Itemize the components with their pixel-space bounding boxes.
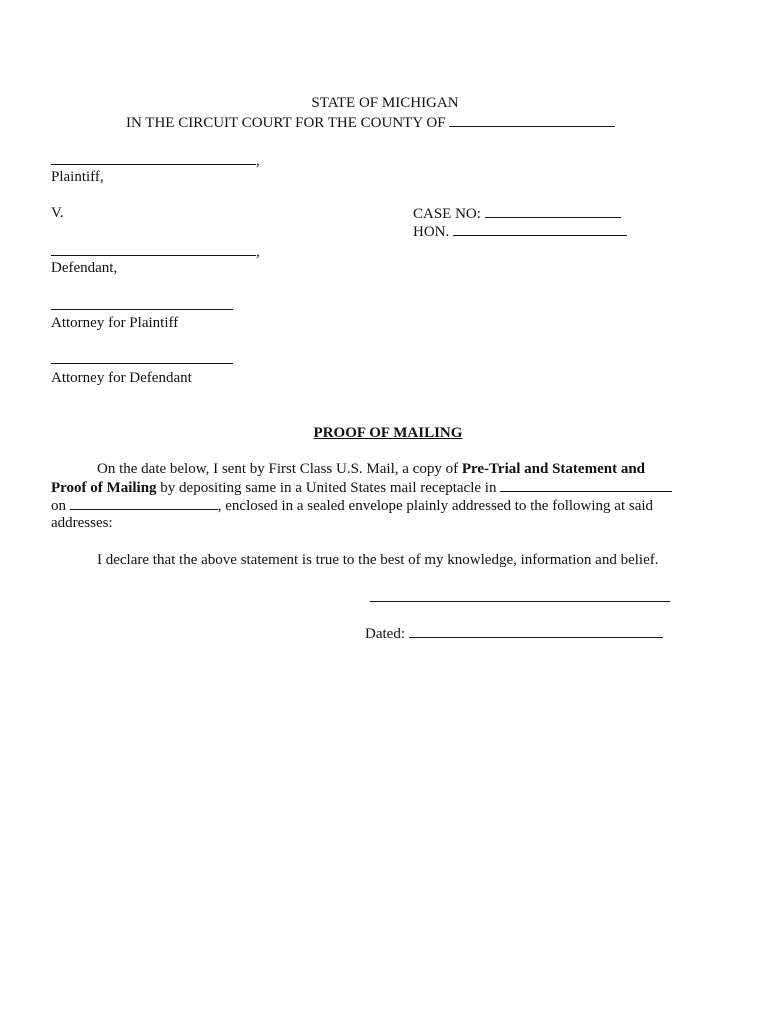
body-line-1: On the date below, I sent by First Class U.S. Mail, a copy of Pre-Trial and Statement and: [97, 461, 645, 477]
attorney-plaintiff-blank[interactable]: [51, 309, 233, 310]
body-line-2: Proof of Mailing by depositing same in a United States mail receptacle in: [51, 478, 672, 497]
court-heading: [126, 113, 615, 132]
document-title: PROOF OF MAILING: [313, 425, 463, 441]
attorney-defendant-label: Attorney for Defendant: [51, 370, 192, 386]
judge-label: HON.: [413, 224, 450, 240]
defendant-name-line: ,: [51, 242, 260, 261]
mail-date-blank[interactable]: [70, 496, 218, 510]
signature-blank[interactable]: [370, 601, 670, 602]
judge-blank[interactable]: [453, 222, 627, 236]
defendant-name-blank[interactable]: [51, 242, 256, 256]
document-name-bold: Pre-Trial and Statement and: [461, 461, 645, 477]
plaintiff-name-blank[interactable]: [51, 151, 256, 165]
body-line-4: addresses:: [51, 515, 113, 531]
body-line-3: on , enclosed in a sealed envelope plainly addressed to the following at said: [51, 498, 654, 514]
dated-line: [365, 624, 663, 643]
declaration-statement: I declare that the above statement is true to the best of my knowledge, information and belief.: [97, 552, 659, 568]
court-heading-text: IN THE CIRCUIT COURT FOR THE COUNTY OF: [126, 115, 446, 131]
plaintiff-name-line: ,: [51, 151, 260, 170]
dated-label: Dated:: [365, 626, 405, 642]
case-number-blank[interactable]: [485, 204, 621, 218]
county-blank[interactable]: [449, 113, 615, 127]
versus-label: V.: [51, 205, 64, 221]
document-name-bold-2: Proof of Mailing: [51, 480, 157, 496]
case-number-line: [413, 204, 621, 223]
mail-location-blank[interactable]: [500, 478, 672, 492]
attorney-plaintiff-label: Attorney for Plaintiff: [51, 315, 179, 331]
state-heading: STATE OF MICHIGAN: [311, 95, 459, 111]
plaintiff-label: Plaintiff,: [51, 169, 104, 185]
dated-blank[interactable]: [409, 624, 663, 638]
attorney-defendant-blank[interactable]: [51, 363, 233, 364]
defendant-label: Defendant,: [51, 260, 118, 276]
judge-line: [413, 222, 627, 241]
case-number-label: CASE NO:: [413, 206, 481, 222]
